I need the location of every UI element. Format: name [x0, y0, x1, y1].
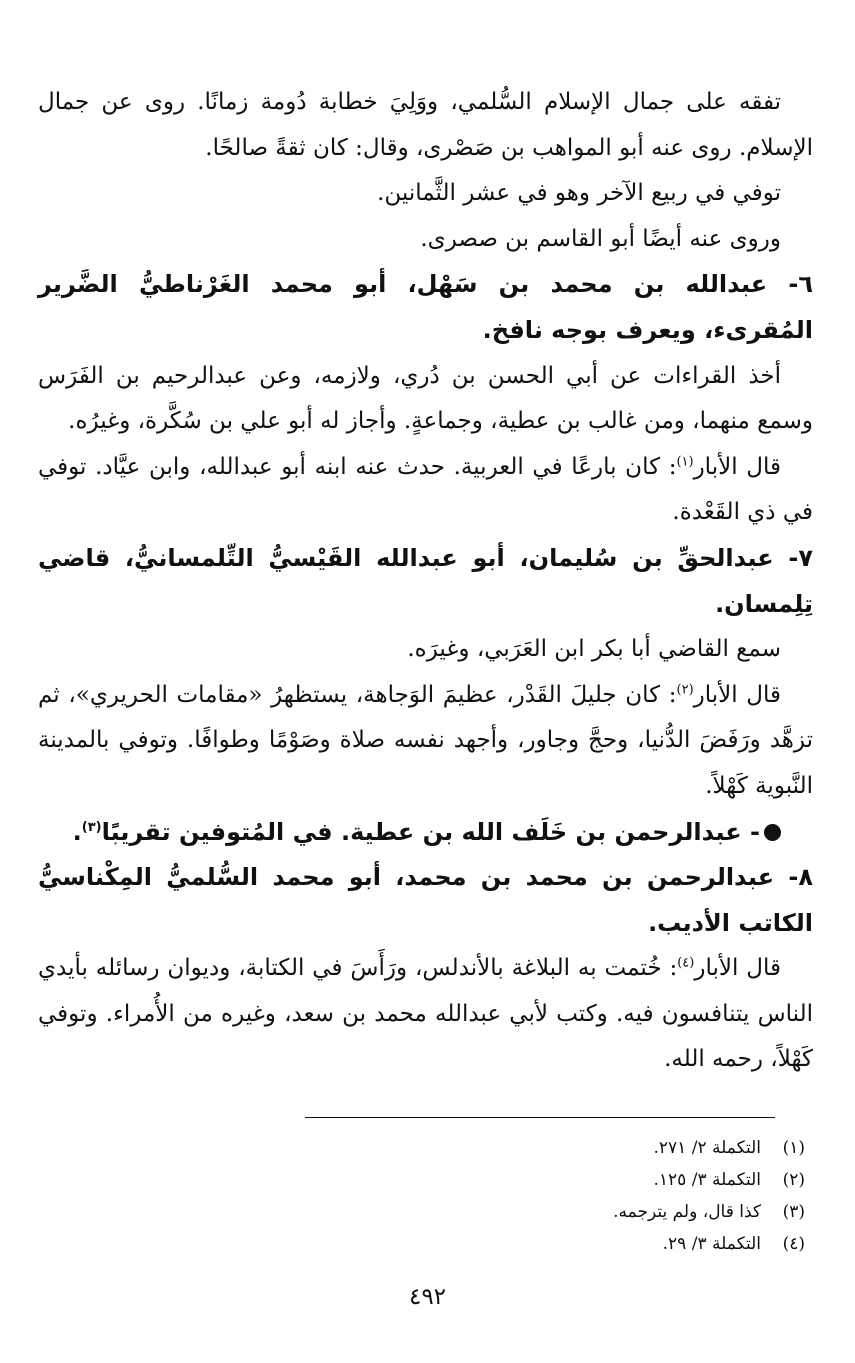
paragraph: سمع القاضي أبا بكر ابن العَرَبي، وغيرَه. — [407, 636, 781, 663]
paragraph: تفقه على جمال الإسلام السُّلمي، ووَلِيَ خطابة دُومة زمانًا. روى عن جمال الإسلام. روى عنه أبو المواهب بن صَصْرى، وقال: كان ثقةً صالحًا. — [38, 89, 813, 161]
footnote-text: كذا قال، ولم يترجمه. — [613, 1202, 761, 1222]
text-run: . — [72, 817, 82, 846]
bullet-entry — [38, 810, 813, 856]
footnote-number: (٢) — [782, 1170, 805, 1190]
entry-heading: ٦- عبدالله بن محمد بن سَهْل، أبو محمد الغَرْناطيُّ الضَّرير المُقرىء، ويعرف بوجه نافخ. — [38, 270, 813, 344]
page-number: ٤٩٢ — [408, 1284, 447, 1310]
text-run: قال الأبار — [694, 955, 781, 982]
footnote — [38, 1196, 813, 1228]
footnote-number: (٤) — [782, 1234, 805, 1254]
text-run: : خُتمت به البلاغة بالأندلس، ورَأَسَ في الكتابة، وديوان رسائله بأيدي الناس يتنافسون فيه. وكتب لأبي عبدالله محمد بن سعد، وغيره من الأُمراء. وتوفي كَهْلاً، رحمه الله. — [38, 955, 813, 1073]
footnote-text: التكملة ٢/ ٢٧١. — [653, 1138, 761, 1158]
footnote-number: (١) — [782, 1138, 805, 1158]
bullet-icon — [764, 824, 781, 841]
footnote-ref: (٢) — [676, 682, 694, 698]
footnote-number: (٣) — [782, 1202, 805, 1222]
footnote-ref: (١) — [676, 454, 694, 470]
entry-heading: ٨- عبدالرحمن بن محمد بن محمد، أبو محمد السُّلميُّ المِكْناسيُّ الكاتب الأديب. — [38, 863, 813, 937]
text-run: قال الأبار — [693, 681, 781, 708]
text-run: : كان بارعًا في العربية. حدث عنه ابنه أبو عبدالله، وابن عيَّاد. توفي في ذي القَعْدة. — [38, 453, 813, 526]
paragraph: وروى عنه أيضًا أبو القاسم بن صصرى. — [420, 225, 781, 252]
footnote — [38, 1228, 813, 1260]
page-body — [38, 80, 813, 1083]
paragraph — [38, 946, 813, 1083]
footnote-text: التكملة ٣/ ٢٩. — [662, 1234, 761, 1254]
text-run: : كان جليلَ القَدْر، عظيمَ الوَجاهة، يستظهرُ «مقامات الحريري»، ثم تزهَّد ورَفَضَ الدُّنيا، وحجَّ وجاور، وأجهد نفسه صلاة وصَوْمًا وطوافًا. وتوفي بالمدينة النَّبوية كَهْلاً. — [38, 681, 813, 799]
paragraph — [38, 673, 813, 810]
paragraph: أخذ القراءات عن أبي الحسن بن دُري، ولازمه، وعن عبدالرحيم بن الفَرَس وسمع منهما، ومن غالب بن عطية، وجماعةٍ. وأجاز له أبو علي بن سُكَّرة، وغيرُه. — [38, 362, 813, 435]
text-run: - عبدالرحمن بن خَلَف الله بن عطية. في المُتوفين تقريبًا — [101, 817, 760, 846]
footnote-text: التكملة ٣/ ١٢٥. — [653, 1170, 761, 1190]
footnotes — [38, 1132, 813, 1260]
footnote — [38, 1132, 813, 1164]
footnote-ref: (٣) — [81, 819, 102, 835]
entry-heading: ٧- عبدالحقِّ بن سُليمان، أبو عبدالله القَيْسيُّ التِّلمسانيُّ، قاضي تِلِمسان. — [38, 543, 813, 618]
paragraph — [38, 445, 813, 536]
footnote-divider — [305, 1117, 775, 1118]
footnote — [38, 1164, 813, 1196]
footnote-ref: (٤) — [677, 955, 695, 971]
paragraph: توفي في ربيع الآخر وهو في عشر الثَّمانين. — [377, 180, 781, 207]
text-run: قال الأبار — [693, 453, 781, 480]
